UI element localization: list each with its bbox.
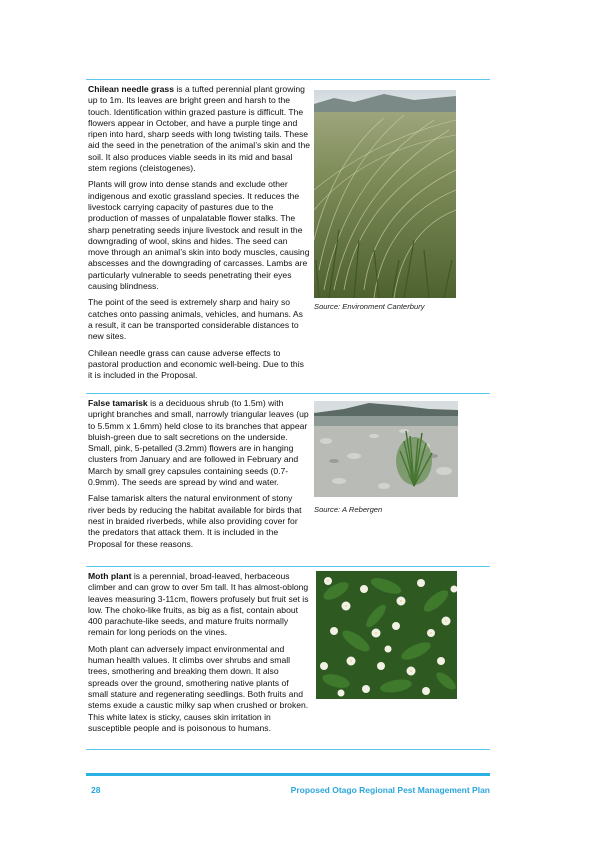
paragraph: Moth plant is a perennial, broad-leaved, herbaceous climber and can grow to over 5m tall. It has almost-oblong leaves measuring 3-11cm, flowers profusely but fruit set is low. The choko-like fruits, as big as a fist, contain about 400 parachute-like seeds, and mature fruits normally remain for long periods on the vines. [88, 571, 309, 638]
footer-title: Proposed Otago Regional Pest Management Plan [290, 785, 490, 795]
photo-caption: Source: Environment Canterbury [314, 302, 425, 311]
paragraph: Chilean needle grass can cause adverse effects to pastoral production and economic well-being. Due to this it is included in the Proposal. [88, 347, 304, 381]
species-name: Chilean needle grass [88, 84, 174, 94]
paragraph: The point of the seed is extremely sharp and hairy so catches onto passing animals, vehicles, and humans. As a result, it can be transported considerable distances to new sites. [88, 297, 303, 342]
moth-plant-text [88, 571, 310, 739]
photo-caption: Source: A Rebergen [314, 505, 383, 514]
moth-plant-photo [316, 571, 457, 699]
paragraph: Moth plant can adversely impact environmental and human health values. It climbs over shrubs and small trees, smothering and breaking them down. It also spreads over the ground, smothering native plants of small stature and regenerating seedlings. Both fruits and stems exude a caustic milky sap when crushed or broken. This white latex is sticky, causes skin irritation in susceptible people and is poisonous to humans. [88, 643, 309, 733]
paragraph: Chilean needle grass is a tufted perennial plant growing up to 1m. Its leaves are bright green and harsh to the touch. Identification within grazed pasture is difficult. The flowers appear in October, and have a purple tinge and ripen into hard, sharp seeds with long twisting tails. These aid the seed in the penetration of the animal’s skin and the soil. It also produces viable seeds in its mid and basal stem regions (cleistogenes). [88, 84, 310, 174]
section-divider-1 [86, 393, 490, 394]
section-divider-top [86, 79, 490, 80]
paragraph: False tamarisk is a deciduous shrub (to 1.5m) with upright branches and small, narrowly triangular leaves (up to 5.5mm x 1.6mm) held close to its branches that appear bluish-green due to salt secretions on the underside. Small, pink, 5-petalled (3.2mm) flowers are in hanging clusters from January and are followed in February and March by small grey capsules containing seeds (0.7-0.9mm). The seeds are spread by wind and water. [88, 398, 309, 488]
footer-rule [86, 773, 490, 776]
chilean-needle-grass-photo [314, 90, 456, 298]
species-name: False tamarisk [88, 398, 148, 408]
chilean-needle-grass-text [88, 84, 310, 386]
false-tamarisk-photo [314, 401, 458, 497]
false-tamarisk-text [88, 398, 310, 555]
section-divider-bottom [86, 749, 490, 750]
page-number: 28 [91, 785, 101, 795]
species-name: Moth plant [88, 571, 132, 581]
paragraph: Plants will grow into dense stands and exclude other indigenous and exotic grassland species. It reduces the livestock carrying capacity of pastures due to the production of masses of unpalatable flower stalks. The sharp penetrating seeds injure livestock and result in the downgrading of wool, skins and hides. The seed can move through an animal’s skin into body muscles, causing abscesses and the downgrading of carcasses. Lambs are particularly vulnerable to seeds penetrating their eyes causing blindness. [88, 179, 310, 292]
paragraph: False tamarisk alters the natural environment of stony river beds by reducing the habitat available for birds that nest in braided riverbeds, while also providing cover for the predators that attack them. It is included in the Proposal for these reasons. [88, 493, 302, 549]
section-divider-2 [86, 566, 490, 567]
